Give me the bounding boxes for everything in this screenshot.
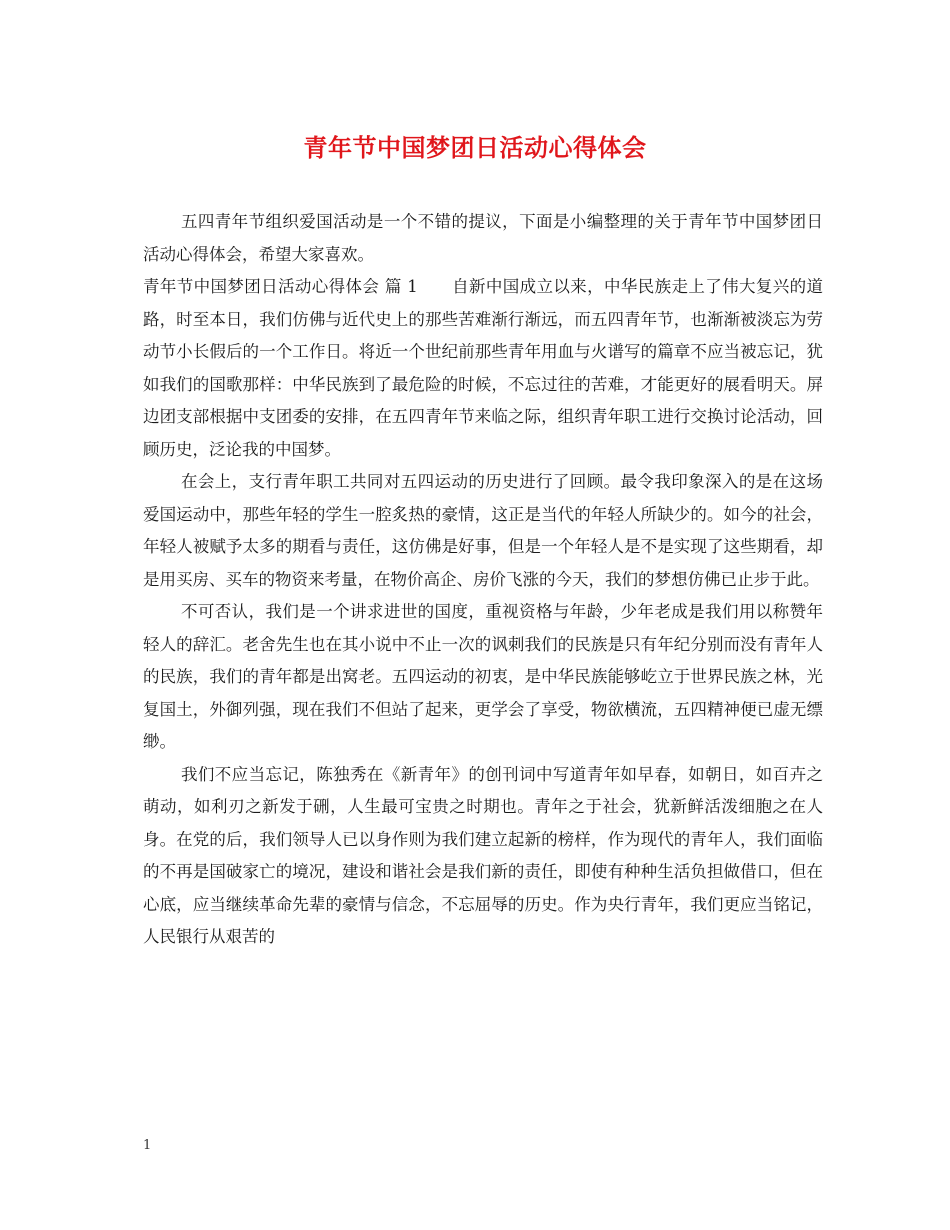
document-title: 青年节中国梦团日活动心得体会 [303,133,647,162]
section-first-text: 自新中国成立以来，中华民族走上了伟大复兴的道路，时至本日，我们仿佛与近代史上的那些苦难渐行渐远，而五四青年节，也渐渐被淡忘为劳动节小长假后的一个工作日。将近一个世纪前那些青年用血与火谱写的篇章不应当被忘记，犹如我们的国歌那样：中华民族到了最危险的时候，不忘过往的苦难，才能更好的展看明天。屏边团支部根据中支团委的安排，在五四青年节来临之际，组织青年职工进行交换讨论活动，回顾历史，泛论我的中国梦。 [143,277,823,459]
body-paragraph-2: 不可否认，我们是一个讲求进世的国度，重视资格与年龄，少年老成是我们用以称赞年轻人的辞汇。老舍先生也在其小说中不止一次的讽刺我们的民族是只有年纪分别而没有青年人的民族，我们的青年都是出窝老。五四运动的初衷，是中华民族能够屹立于世界民族之林，光复国土，外御列强，现在我们不但站了起来，更学会了享受，物欲横流，五四精神便已虚无缥缈。 [143,602,823,751]
page-number: 1 [143,1138,152,1153]
body-paragraph-3: 我们不应当忘记，陈独秀在《新青年》的创刊词中写道青年如早春，如朝日，如百卉之萌动，如利刃之新发于硎，人生最可宝贵之时期也。青年之于社会，犹新鲜活泼细胞之在人身。在党的后，我们领导人已以身作则为我们建立起新的榜样，作为现代的青年人，我们面临的不再是国破家亡的境况，建设和谐社会是我们新的责任，即使有种种生活负担做借口，但在心底，应当继续革命先辈的豪情与信念，不忘屈辱的历史。作为央行青年，我们更应当铭记，人民银行从艰苦的 [143,764,823,946]
section-first-paragraph [143,271,823,466]
intro-paragraph: 五四青年节组织爱国活动是一个不错的提议，下面是小编整理的关于青年节中国梦团日活动心得体会，希望大家喜欢。 [143,212,823,264]
body-paragraph-1: 在会上，支行青年职工共同对五四运动的历史进行了回顾。最令我印象深入的是在这场爱国运动中，那些年轻的学生一腔炙热的豪情，这正是当代的年轻人所缺少的。如今的社会，年轻人被赋予太多的期看与责任，这仿佛是好事，但是一个年轻人是不是实现了这些期看，却是用买房、买车的物资来考量，在物价高企、房价飞涨的今天，我们的梦想仿佛已止步于此。 [143,472,823,589]
section-heading: 青年节中国梦团日活动心得体会 篇 1 [143,277,418,296]
document-body [143,206,823,954]
